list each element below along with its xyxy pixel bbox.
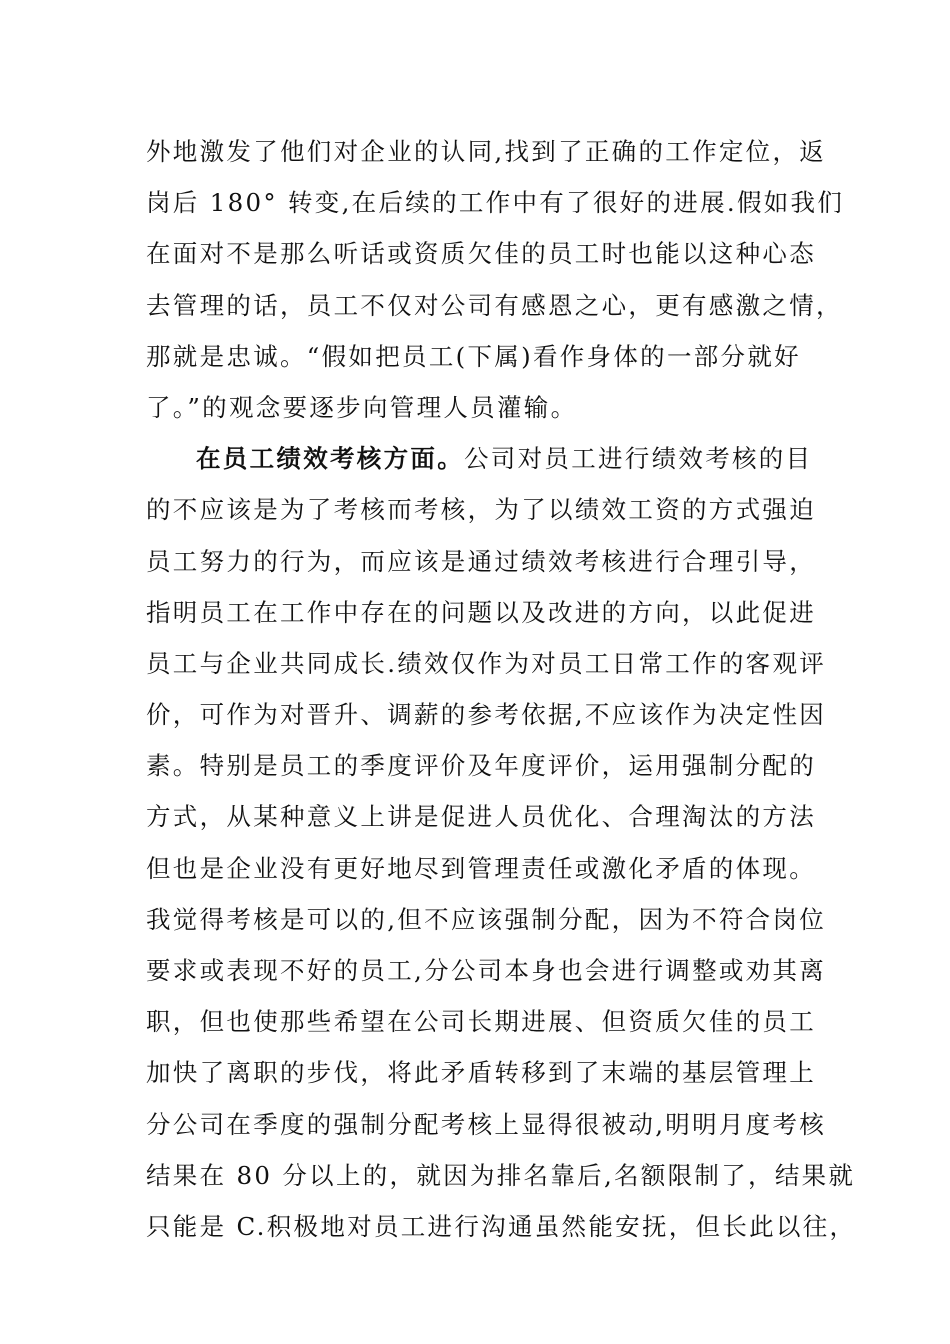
paragraph-1-line-3: 在面对不是那么听话或资质欠佳的员工时也能以这种心态 <box>146 239 816 269</box>
paragraph-2-line-5: 员工与企业共同成长.绩效仅作为对员工日常工作的客观评 <box>146 648 827 678</box>
paragraph-2-line-4: 指明员工在工作中存在的问题以及改进的方向，以此促进 <box>146 597 816 627</box>
paragraph-2-line-15: 结果在 80 分以上的，就因为排名靠后,名额限制了，结果就 <box>146 1160 856 1190</box>
paragraph-2-line-3: 员工努力的行为，而应该是通过绩效考核进行合理引导， <box>146 546 816 576</box>
paragraph-1-line-1: 外地激发了他们对企业的认同,找到了正确的工作定位，返 <box>146 137 827 166</box>
paragraph-2-line-13: 加快了离职的步伐，将此矛盾转移到了末端的基层管理上 <box>146 1058 816 1088</box>
paragraph-2-line-11: 要求或表现不好的员工,分公司本身也会进行调整或劝其离 <box>146 956 827 985</box>
paragraph-2-first-line-text: 公司对员工进行绩效考核的目 <box>464 444 813 474</box>
paragraph-2-line-10: 我觉得考核是可以的,但不应该强制分配，因为不符合岗位 <box>146 904 827 934</box>
paragraph-1-line-2: 岗后 180° 转变,在后续的工作中有了很好的进展.假如我们 <box>146 188 845 218</box>
paragraph-2-line-14: 分公司在季度的强制分配考核上显得很被动,明明月度考核 <box>146 1109 827 1139</box>
paragraph-2-line-9: 但也是企业没有更好地尽到管理责任或激化矛盾的体现。 <box>146 853 816 883</box>
paragraph-2-line-7: 素。特别是员工的季度评价及年度评价，运用强制分配的 <box>146 751 816 781</box>
paragraph-2-line-1 <box>146 433 816 484</box>
paragraph-2-line-2: 的不应该是为了考核而考核，为了以绩效工资的方式强迫 <box>146 495 816 525</box>
paragraph-2-line-12: 职，但也使那些希望在公司长期进展、但资质欠佳的员工 <box>146 1007 816 1037</box>
paragraph-2-line-16: 只能是 C.积极地对员工进行沟通虽然能安抚，但长此以往， <box>146 1211 857 1241</box>
document-body <box>146 126 857 1252</box>
paragraph-1-line-6: 了。”的观念要逐步向管理人员灌输。 <box>146 392 578 422</box>
paragraph-2-line-8: 方式，从某种意义上讲是促进人员优化、合理淘汰的方法 <box>146 802 816 832</box>
paragraph-1-line-4: 去管理的话，员工不仅对公司有感恩之心，更有感激之情， <box>146 290 843 320</box>
section-heading: 在员工绩效考核方面。 <box>196 444 464 474</box>
paragraph-1-line-5: 那就是忠诚。“假如把员工(下属)看作身体的一部分就好 <box>146 341 801 371</box>
paragraph-2-line-6: 价，可作为对晋升、调薪的参考依据,不应该作为决定性因 <box>146 700 827 730</box>
